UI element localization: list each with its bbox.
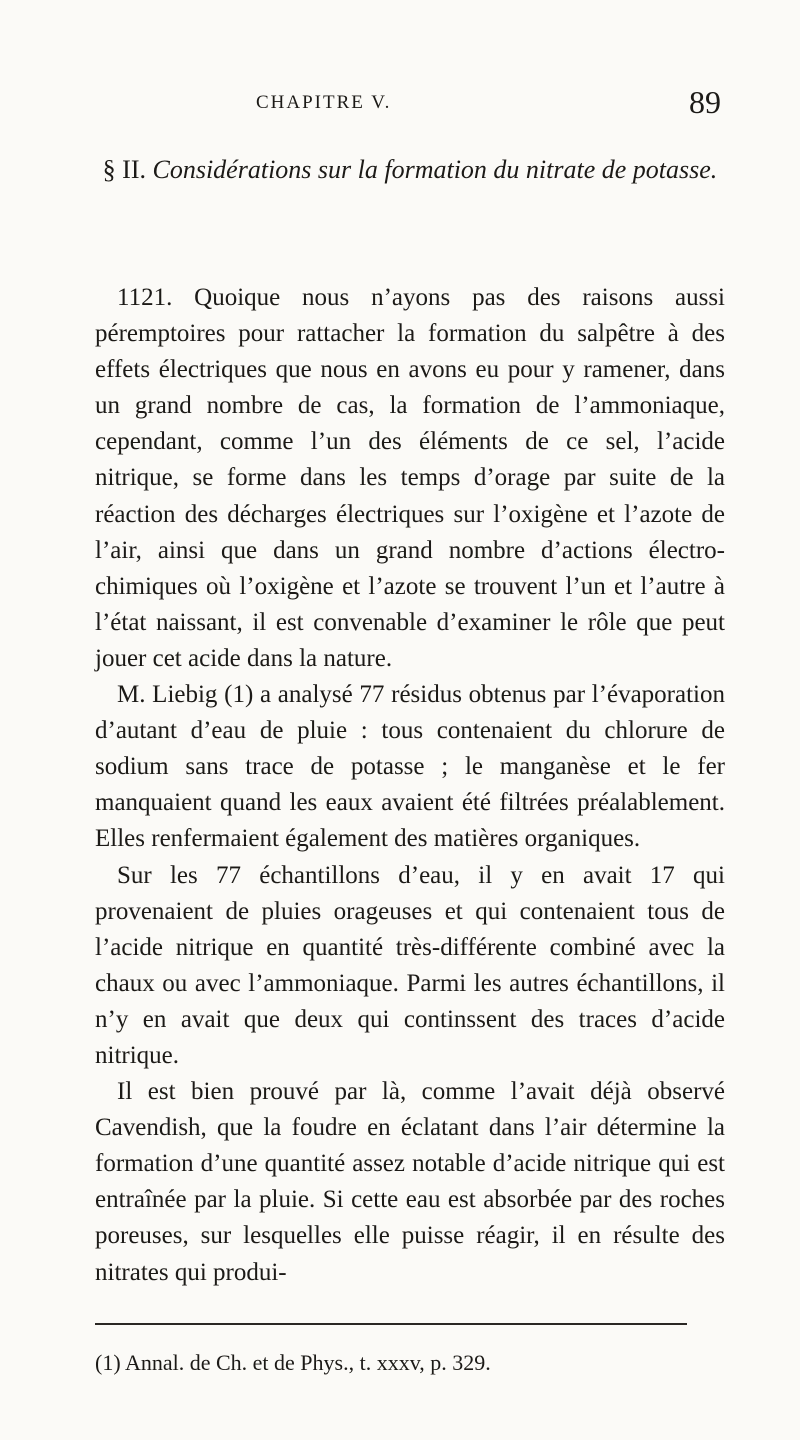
section-heading [95,152,725,188]
body-text [95,280,725,1291]
section-title: Considérations sur la formation du nitrate de potasse. [152,155,718,184]
page-header [0,84,800,124]
paragraph-1121: 1121. Quoique nous n’ayons pas des raisons aussi péremptoires pour rattacher la formation du salpêtre à des effets électriques que nous en avons eu pour y ramener, dans un grand nombre de cas, la formation de l’ammoniaque, cependant, comme l’un des éléments de ce sel, l’acide nitrique, se forme dans les temps d’orage par suite de la réaction des décharges électriques sur l’oxigène et l’azote de l’air, ainsi que dans un grand nombre d’actions électro-chimiques où l’oxigène et l’azote se trouvent l’un et l’autre à l’état naissant, il est convenable d’examiner le rôle que peut jouer cet acide dans la nature. [95,284,725,672]
page-number: 89 [689,84,721,120]
footnote: (1) Annal. de Ch. et de Phys., t. xxxv, p. 329. [95,1350,491,1375]
running-head: CHAPITRE V. [256,92,392,113]
section-mark: § II. [102,155,146,184]
paragraph-liebig: M. Liebig (1) a analysé 77 résidus obtenus par l’évaporation d’autant d’eau de pluie : tous contenaient du chlorure de sodium sans trace de potasse ; le manganèse et le fer manquaient quand les eaux avaient été filtrées préalablement. Elles renfermaient également des matières organiques. [95,681,725,853]
footnote-divider [95,1323,687,1325]
paragraph-samples: Sur les 77 échantillons d’eau, il y en avait 17 qui provenaient de pluies orageuses et qui contenaient tous de l’acide nitrique en quantité très-différente combiné avec la chaux ou avec l’ammoniaque. Parmi les autres échantillons, il n’y en avait que deux qui continssent des traces d’acide nitrique. [95,861,725,1069]
paragraph-cavendish: Il est bien prouvé par là, comme l’avait déjà observé Cavendish, que la foudre en éclatant dans l’air détermine la formation d’une quantité assez notable d’acide nitrique qui est entraînée par la pluie. Si cette eau est absorbée par des roches poreuses, sur lesquelles elle puisse réagir, il en résulte des nitrates qui produi- [95,1078,725,1286]
